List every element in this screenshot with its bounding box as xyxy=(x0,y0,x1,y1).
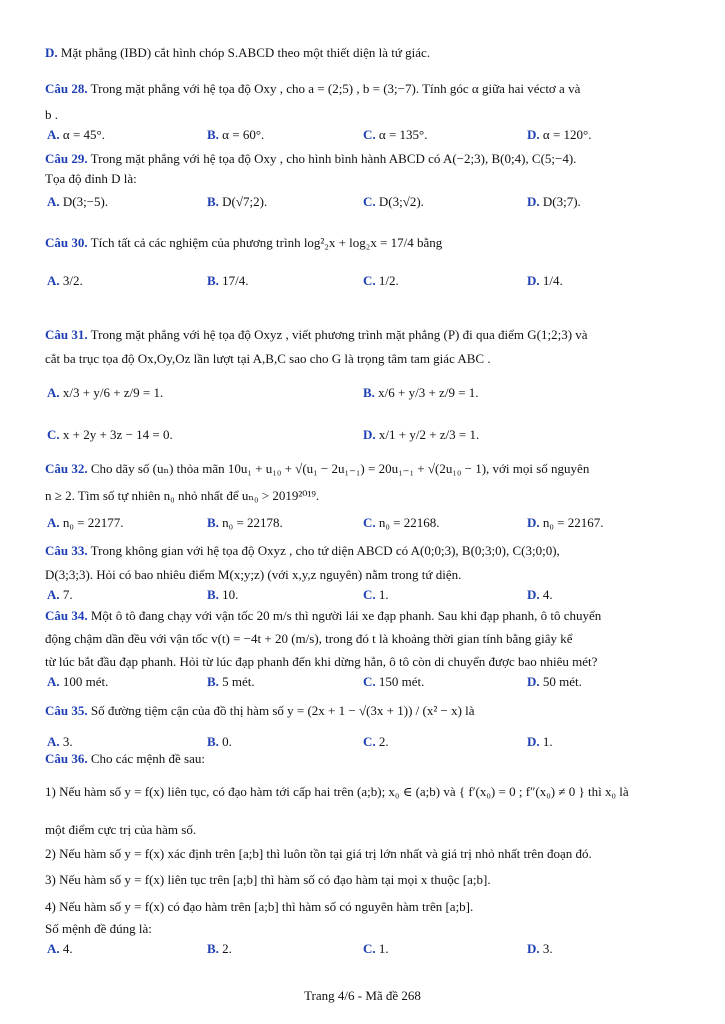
answer-option[interactable] xyxy=(207,733,232,751)
answer-option[interactable] xyxy=(47,126,105,144)
page-footer: Trang 4/6 - Mã đề 268 xyxy=(304,988,421,1003)
option-value: x/6 + y/3 + z/9 = 1. xyxy=(374,385,479,400)
option-letter: D. xyxy=(527,734,540,749)
answer-option[interactable] xyxy=(363,940,389,958)
question-text: Trong mặt phẳng với hệ tọa độ Oxy , cho hình bình hành ABCD có A(−2;3), B(0;4), C(5;−4). xyxy=(90,151,577,166)
option-letter: D. xyxy=(527,194,540,209)
answer-option[interactable] xyxy=(363,384,479,402)
question-line xyxy=(45,326,588,344)
question-text: b . xyxy=(45,107,58,122)
option-letter: C. xyxy=(363,734,376,749)
option-letter: A. xyxy=(47,587,60,602)
text-line xyxy=(45,487,319,505)
option-letter: A. xyxy=(47,127,60,142)
option-value: 3. xyxy=(59,734,73,749)
option-letter: A. xyxy=(47,941,60,956)
text-line xyxy=(45,898,473,916)
option-value: 4. xyxy=(59,941,73,956)
question-label: Câu 29. xyxy=(45,151,88,166)
option-letter: C. xyxy=(47,427,60,442)
option-letter: B. xyxy=(207,273,219,288)
option-value: n₀ = 22168. xyxy=(375,515,440,530)
question-line xyxy=(45,702,475,720)
question-text: D(3;3;3). Hỏi có bao nhiêu điểm M(x;y;z) (với x,y,z nguyên) nằm trong tứ diện. xyxy=(45,567,462,582)
question-label: Câu 35. xyxy=(45,703,88,718)
question-label: Câu 34. xyxy=(45,608,88,623)
option-letter: A. xyxy=(47,515,60,530)
question-label: Câu 31. xyxy=(45,327,88,342)
option-value: 1. xyxy=(539,734,553,749)
question-text: động chậm dần đều với vận tốc v(t) = −4t + 20 (m/s), trong đó t là khoảng thời gian tính bằng giây kể xyxy=(45,631,573,646)
option-letter: D. xyxy=(527,674,540,689)
question-text: Tích tất cả các nghiệm của phương trình log²₂x + log₂x = 17/4 bằng xyxy=(90,235,443,250)
text-line xyxy=(45,106,58,124)
question-label: Câu 28. xyxy=(45,81,88,96)
option-value: x + 2y + 3z − 14 = 0. xyxy=(59,427,173,442)
option-value: D(3;7). xyxy=(539,194,581,209)
answer-option[interactable] xyxy=(363,426,479,444)
option-letter: D. xyxy=(527,273,540,288)
answer-option[interactable] xyxy=(207,272,249,290)
option-value: α = 135°. xyxy=(375,127,428,142)
option-value: 2. xyxy=(218,941,232,956)
option-value: n₀ = 22178. xyxy=(218,515,283,530)
option-letter: C. xyxy=(363,127,376,142)
question-label: Câu 36. xyxy=(45,751,88,766)
answer-option[interactable] xyxy=(527,586,553,604)
option-value: 17/4. xyxy=(218,273,249,288)
option-value: 1. xyxy=(375,941,389,956)
option-letter: B. xyxy=(207,674,219,689)
option-letter: B. xyxy=(207,941,219,956)
option-letter: C. xyxy=(363,941,376,956)
option-value: D(√7;2). xyxy=(218,194,268,209)
answer-option[interactable] xyxy=(363,272,399,290)
option-value: 10. xyxy=(218,587,239,602)
question-text: 4) Nếu hàm số y = f(x) có đạo hàm trên [a;b] thì hàm số có nguyên hàm trên [a;b]. xyxy=(45,899,474,914)
text-line xyxy=(45,170,137,188)
answer-option[interactable] xyxy=(363,514,440,532)
answer-option[interactable] xyxy=(363,733,389,751)
option-letter: C. xyxy=(363,273,376,288)
option-value: n₀ = 22177. xyxy=(59,515,124,530)
answer-option[interactable] xyxy=(527,673,582,691)
question-label: D. xyxy=(45,45,58,60)
answer-option[interactable] xyxy=(47,673,108,691)
answer-option[interactable] xyxy=(207,673,255,691)
answer-option[interactable] xyxy=(47,426,173,444)
question-text: 1) Nếu hàm số y = f(x) liên tục, có đạo hàm tới cấp hai trên (a;b); x₀ ∈ (a;b) và { f′(x₀) = 0 ; f″(x₀) ≠ 0 } thì x₀ là xyxy=(45,784,629,799)
option-letter: B. xyxy=(207,734,219,749)
option-letter: B. xyxy=(207,194,219,209)
option-value: α = 45°. xyxy=(59,127,105,142)
option-value: 4. xyxy=(539,587,553,602)
question-text: Trong mặt phẳng với hệ tọa độ Oxyz , viết phương trình mặt phẳng (P) đi qua điểm G(1;2;3) và xyxy=(90,327,588,342)
question-line xyxy=(45,542,560,560)
question-line xyxy=(45,460,589,478)
question-text: một điểm cực trị của hàm số. xyxy=(45,822,197,837)
text-line xyxy=(45,350,491,368)
question-label: Câu 33. xyxy=(45,543,88,558)
answer-option[interactable] xyxy=(527,733,553,751)
option-letter: B. xyxy=(363,385,375,400)
option-value: 50 mét. xyxy=(539,674,582,689)
option-letter: A. xyxy=(47,734,60,749)
question-text: Số đường tiệm cận của đồ thị hàm số y = (2x + 1 − √(3x + 1)) / (x² − x) là xyxy=(90,703,475,718)
option-letter: D. xyxy=(363,427,376,442)
text-line xyxy=(45,783,629,801)
option-value: D(3;√2). xyxy=(375,194,424,209)
text-line xyxy=(45,630,572,648)
option-value: D(3;−5). xyxy=(59,194,109,209)
option-letter: A. xyxy=(47,674,60,689)
text-line xyxy=(45,845,592,863)
option-letter: B. xyxy=(207,127,219,142)
answer-option[interactable] xyxy=(47,272,83,290)
text-line xyxy=(45,871,491,889)
option-value: 1. xyxy=(375,587,389,602)
option-value: 3/2. xyxy=(59,273,83,288)
answer-option[interactable] xyxy=(207,514,283,532)
question-text: từ lúc bắt đầu đạp phanh. Hỏi từ lúc đạp phanh đến khi dừng hẳn, ô tô còn di chuyển được bao nhiêu mét? xyxy=(45,654,598,669)
question-text: Mặt phẳng (IBD) cắt hình chóp S.ABCD theo một thiết diện là tứ giác. xyxy=(60,45,431,60)
answer-option[interactable] xyxy=(47,733,73,751)
option-value: 150 mét. xyxy=(375,674,425,689)
option-letter: D. xyxy=(527,127,540,142)
option-value: α = 60°. xyxy=(218,127,265,142)
option-letter: D. xyxy=(527,941,540,956)
option-letter: C. xyxy=(363,194,376,209)
option-letter: A. xyxy=(47,194,60,209)
answer-option[interactable] xyxy=(207,586,238,604)
answer-option[interactable] xyxy=(47,940,73,958)
option-letter: C. xyxy=(363,515,376,530)
answer-option[interactable] xyxy=(527,126,591,144)
question-text: Một ô tô đang chạy với vận tốc 20 m/s thì người lái xe đạp phanh. Sau khi đạp phanh, ô tô chuyển xyxy=(90,608,602,623)
question-text: Cho dãy số (uₙ) thỏa mãn 10u₁ + u₁₀ + √(u₁ − 2u₁₋₁) = 20u₁₋₁ + √(2u₁₀ − 1), với mọi số nguyên xyxy=(90,461,590,476)
option-value: 2. xyxy=(375,734,389,749)
question-text: 2) Nếu hàm số y = f(x) xác định trên [a;b] thì luôn tồn tại giá trị lớn nhất và giá trị nhỏ nhất trên đoạn đó. xyxy=(45,846,592,861)
option-value: x/3 + y/6 + z/9 = 1. xyxy=(59,385,164,400)
text-line xyxy=(45,566,461,584)
option-value: 1/4. xyxy=(539,273,563,288)
question-text: Cho các mệnh đề sau: xyxy=(90,751,205,766)
answer-option[interactable] xyxy=(527,272,563,290)
option-value: 0. xyxy=(218,734,232,749)
answer-option[interactable] xyxy=(207,940,232,958)
question-label: Câu 30. xyxy=(45,235,88,250)
answer-option[interactable] xyxy=(363,193,424,211)
option-value: 3. xyxy=(539,941,553,956)
question-text: Trong mặt phẳng với hệ tọa độ Oxy , cho a = (2;5) , b = (3;−7). Tính góc α giữa hai véctơ a và xyxy=(90,81,581,96)
text-line xyxy=(45,821,196,839)
question-line xyxy=(45,80,580,98)
option-letter: C. xyxy=(363,674,376,689)
option-value: α = 120°. xyxy=(539,127,592,142)
option-value: 7. xyxy=(59,587,73,602)
text-line xyxy=(45,653,597,671)
text-line xyxy=(45,920,152,938)
option-value: 100 mét. xyxy=(59,674,109,689)
question-text: 3) Nếu hàm số y = f(x) liên tục trên [a;b] thì hàm số có đạo hàm tại mọi x thuộc [a;b]. xyxy=(45,872,491,887)
answer-option[interactable] xyxy=(363,673,424,691)
question-line xyxy=(45,234,442,252)
question-text: cắt ba trục tọa độ Ox,Oy,Oz lần lượt tại A,B,C sao cho G là trọng tâm tam giác ABC . xyxy=(45,351,491,366)
question-line xyxy=(45,150,576,168)
answer-option[interactable] xyxy=(207,193,267,211)
question-label: Câu 32. xyxy=(45,461,88,476)
question-line xyxy=(45,44,430,62)
answer-option[interactable] xyxy=(527,940,553,958)
question-line xyxy=(45,750,205,768)
answer-option[interactable] xyxy=(363,126,427,144)
option-letter: D. xyxy=(527,587,540,602)
question-text: Tọa độ đỉnh D là: xyxy=(45,171,137,186)
option-letter: C. xyxy=(363,587,376,602)
answer-option[interactable] xyxy=(363,586,389,604)
option-value: x/1 + y/2 + z/3 = 1. xyxy=(375,427,480,442)
answer-option[interactable] xyxy=(47,586,73,604)
option-letter: A. xyxy=(47,385,60,400)
question-text: Trong không gian với hệ tọa độ Oxyz , cho tứ diện ABCD có A(0;0;3), B(0;3;0), C(3;0;0), xyxy=(90,543,560,558)
option-value: 1/2. xyxy=(375,273,399,288)
option-letter: A. xyxy=(47,273,60,288)
option-value: 5 mét. xyxy=(218,674,255,689)
answer-option[interactable] xyxy=(47,514,124,532)
answer-option[interactable] xyxy=(527,514,604,532)
question-text: Số mệnh đề đúng là: xyxy=(45,921,152,936)
option-letter: B. xyxy=(207,515,219,530)
option-value: n₀ = 22167. xyxy=(539,515,604,530)
option-letter: B. xyxy=(207,587,219,602)
question-line xyxy=(45,607,601,625)
answer-option[interactable] xyxy=(527,193,581,211)
option-letter: D. xyxy=(527,515,540,530)
answer-option[interactable] xyxy=(47,384,163,402)
question-text: n ≥ 2. Tìm số tự nhiên n₀ nhỏ nhất để uₙ₀ > 2019²⁰¹⁹. xyxy=(45,488,320,503)
answer-option[interactable] xyxy=(207,126,264,144)
answer-option[interactable] xyxy=(47,193,108,211)
